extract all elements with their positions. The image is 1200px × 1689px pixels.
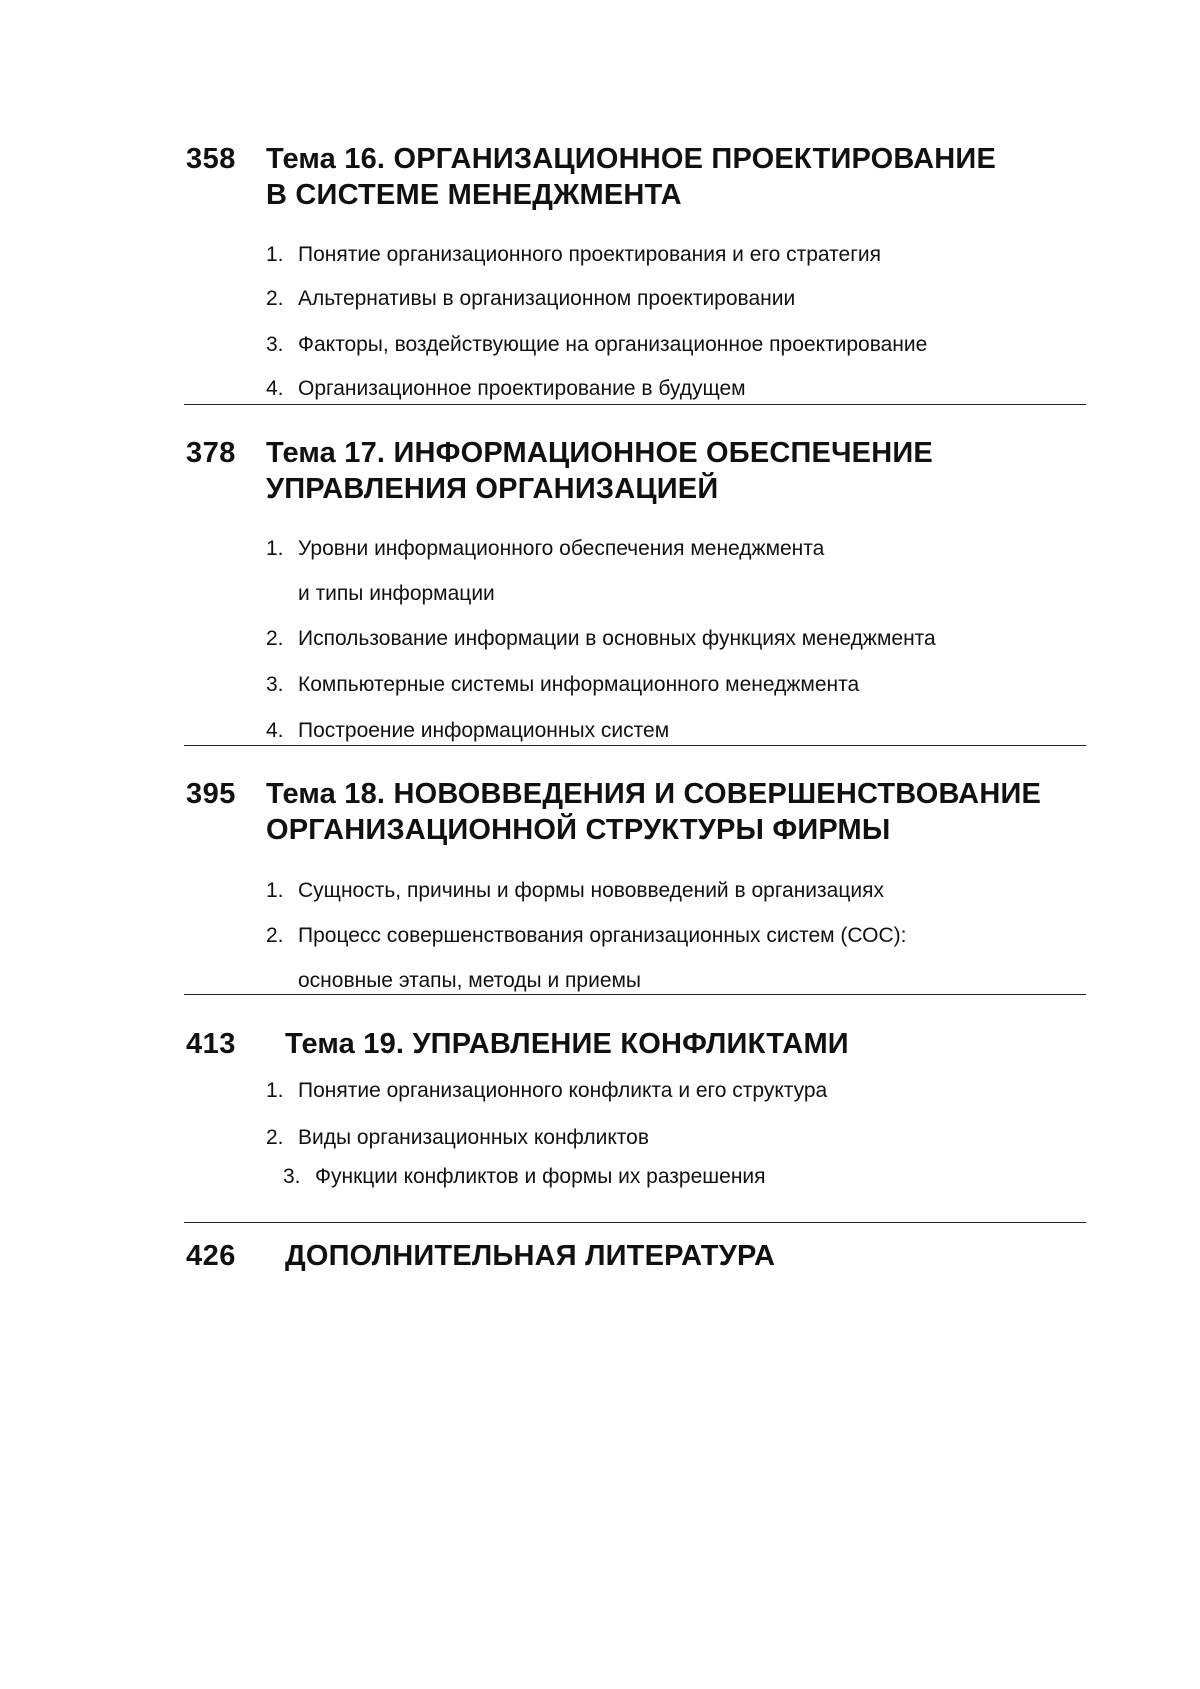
item-number: 3. — [266, 333, 284, 356]
list-item — [266, 671, 859, 699]
item-text: Понятие организационного конфликта и его структура — [298, 1079, 828, 1102]
item-number: 1. — [266, 1079, 284, 1102]
item-text: Понятие организационного проектирования и его стратегия — [298, 243, 881, 266]
item-number: 1. — [266, 537, 284, 560]
section-title — [285, 1238, 775, 1274]
item-text: Альтернативы в организационном проектировании — [298, 287, 796, 310]
item-number: 2. — [266, 287, 284, 310]
list-item — [266, 331, 927, 359]
item-text: Сущность, причины и формы нововведений в организациях — [298, 879, 884, 902]
item-number: 2. — [266, 627, 284, 650]
list-item — [283, 1163, 766, 1191]
list-item — [266, 967, 641, 995]
section-title-line: Тема 17. ИНФОРМАЦИОННОЕ ОБЕСПЕЧЕНИЕ — [266, 437, 933, 469]
page-number: 426 — [186, 1240, 236, 1272]
item-number: 1. — [266, 879, 284, 902]
list-item — [266, 375, 746, 403]
page-number: 378 — [186, 437, 236, 469]
list-item — [266, 717, 669, 745]
list-item — [266, 535, 824, 563]
list-item — [266, 625, 936, 653]
list-item — [266, 922, 906, 950]
item-text: Функции конфликтов и формы их разрешения — [315, 1165, 766, 1188]
item-text: Компьютерные системы информационного менеджмента — [298, 673, 860, 696]
page-number: 395 — [186, 778, 236, 810]
item-text: Использование информации в основных функциях менеджмента — [298, 627, 936, 650]
item-number: 3. — [283, 1165, 301, 1188]
section-title-line: В СИСТЕМЕ МЕНЕДЖМЕНТА — [266, 179, 682, 211]
divider — [184, 1222, 1086, 1223]
divider — [184, 404, 1086, 405]
item-text: Факторы, воздействующие на организационное проектирование — [298, 333, 928, 356]
section-title — [266, 435, 933, 507]
divider — [184, 745, 1086, 746]
divider — [184, 994, 1086, 995]
section-title-line: УПРАВЛЕНИЯ ОРГАНИЗАЦИЕЙ — [266, 473, 719, 505]
section-title — [266, 776, 1041, 848]
list-item — [266, 285, 795, 313]
page-number: 413 — [186, 1028, 236, 1060]
item-text: Организационное проектирование в будущем — [298, 377, 746, 400]
section-title — [285, 1026, 849, 1062]
item-number: 2. — [266, 924, 284, 947]
item-number: 2. — [266, 1126, 284, 1149]
list-item — [266, 1124, 649, 1152]
item-text: Виды организационных конфликтов — [298, 1126, 649, 1149]
item-number: 4. — [266, 377, 284, 400]
list-item — [266, 241, 881, 269]
page-number: 358 — [186, 143, 236, 175]
section-title — [266, 141, 996, 213]
item-number: 1. — [266, 243, 284, 266]
item-text: основные этапы, методы и приемы — [298, 969, 642, 992]
list-item — [266, 877, 884, 905]
section-title-line: ДОПОЛНИТЕЛЬНАЯ ЛИТЕРАТУРА — [285, 1240, 776, 1272]
section-title-line: Тема 19. УПРАВЛЕНИЕ КОНФЛИКТАМИ — [285, 1028, 849, 1060]
section-title-line: ОРГАНИЗАЦИОННОЙ СТРУКТУРЫ ФИРМЫ — [266, 814, 891, 846]
item-text: Уровни информационного обеспечения менеджмента — [298, 537, 825, 560]
item-text: Процесс совершенствования организационных систем (СОС): — [298, 924, 907, 947]
item-number: 3. — [266, 673, 284, 696]
section-title-line: Тема 16. ОРГАНИЗАЦИОННОЕ ПРОЕКТИРОВАНИЕ — [266, 143, 996, 175]
item-text: Построение информационных систем — [298, 719, 670, 742]
item-text: и типы информации — [298, 582, 495, 605]
list-item — [266, 580, 495, 608]
section-title-line: Тема 18. НОВОВВЕДЕНИЯ И СОВЕРШЕНСТВОВАНИЕ — [266, 778, 1042, 810]
list-item — [266, 1077, 827, 1105]
item-number: 4. — [266, 719, 284, 742]
